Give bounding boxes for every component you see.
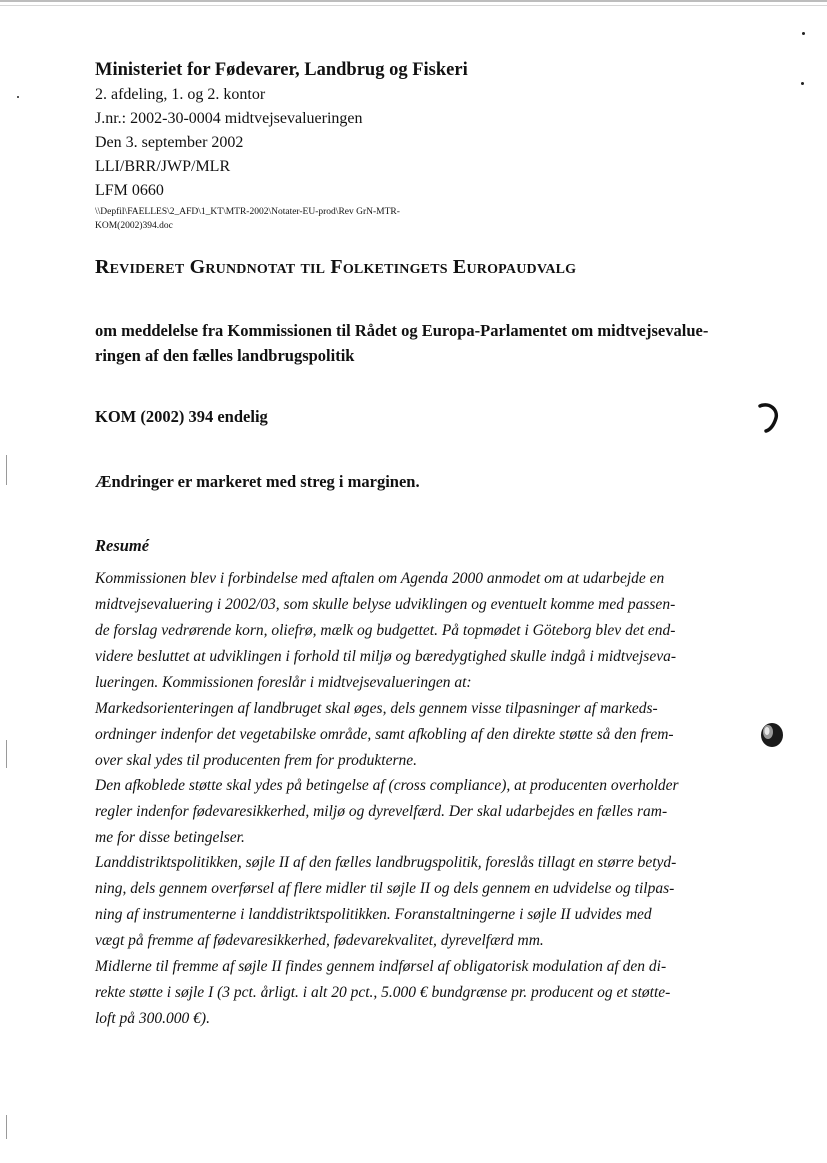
scan-top-edge-faint <box>0 5 827 6</box>
resume-paragraph-3 <box>95 773 735 851</box>
ministry-name: Ministeriet for Fødevarer, Landbrug og Fiskeri <box>95 60 468 80</box>
margin-mark <box>6 740 7 768</box>
scan-speck <box>17 96 19 98</box>
resume-paragraph-1 <box>95 566 735 696</box>
document-subject <box>95 318 735 368</box>
text-line: me for disse betingelser. <box>95 829 245 846</box>
text-line: Den afkoblede støtte skal ydes på betingelse af (cross compliance), at producenten overholder <box>95 777 679 794</box>
department: 2. afdeling, 1. og 2. kontor <box>95 86 266 103</box>
text-line: midtvejsevaluering i 2002/03, som skulle belyse udviklingen og eventuelt komme med passen- <box>95 596 676 613</box>
text-line: vægt på fremme af fødevaresikkerhed, fødevarekvalitet, dyrevelfærd mm. <box>95 932 544 949</box>
journal-number: J.nr.: 2002-30-0004 midtvejsevalueringen <box>95 110 363 127</box>
resume-paragraph-2 <box>95 696 735 774</box>
text-line: ning af instrumenterne i landdistriktspolitikken. Foranstaltningerne i søjle II udvides med <box>95 906 652 923</box>
text-line: lueringen. Kommissionen foreslår i midtvejsevalueringen at: <box>95 674 472 691</box>
resume-heading: Resumé <box>95 536 150 555</box>
text-line: ordninger indenfor det vegetabilske område, samt afkobling af den direkte støtte så den frem- <box>95 726 674 743</box>
text-line: videre besluttet at udviklingen i forhold til miljø og bæredygtighed skulle indgå i midtvejseva- <box>95 648 677 665</box>
subject-line: om meddelelse fra Kommissionen til Rådet og Europa-Parlamentet om midtvejsevalue- <box>95 321 709 340</box>
file-path-line2: KOM(2002)394.doc <box>95 221 173 231</box>
margin-mark <box>6 455 7 485</box>
text-line: rekte støtte i søjle I (3 pct. årligt. i alt 20 pct., 5.000 € bundgrænse pr. producent og et støtte- <box>95 984 671 1001</box>
subject-line: ringen af den fælles landbrugspolitik <box>95 346 355 365</box>
text-line: Landdistriktspolitikken, søjle II af den fælles landbrugspolitik, foreslås tillagt en større betyd- <box>95 854 677 871</box>
changes-note: Ændringer er markeret med streg i marginen. <box>95 472 420 491</box>
text-line: over skal ydes til producenten frem for produkterne. <box>95 752 417 769</box>
margin-mark <box>6 1115 7 1139</box>
text-line: ning, dels gennem overførsel af flere midler til søjle II og dels gennem en udvidelse og tilpas- <box>95 880 675 897</box>
text-line: de forslag vedrørende korn, oliefrø, mælk og budgettet. På topmødet i Göteborg blev det end- <box>95 622 676 639</box>
text-line: Markedsorienteringen af landbruget skal øges, dels gennem visse tilpasninger af markeds- <box>95 700 658 717</box>
scan-speck <box>801 82 804 85</box>
commission-reference: KOM (2002) 394 endelig <box>95 407 268 426</box>
scan-speck <box>802 32 805 35</box>
file-path-line1: \\Depfil\FAELLES\2_AFD\1_KT\MTR-2002\Notater-EU-prod\Rev GrN-MTR- <box>95 207 400 217</box>
scan-top-edge <box>0 0 827 2</box>
punch-hole-lower <box>758 720 786 750</box>
resume-paragraph-5 <box>95 954 735 1032</box>
text-line: regler indenfor fødevaresikkerhed, miljø og dyrevelfærd. Der skal udarbejdes en fælles ram- <box>95 803 668 820</box>
text-line: loft på 300.000 €). <box>95 1010 210 1027</box>
resume-paragraph-4 <box>95 850 735 954</box>
punch-hole-upper <box>756 400 782 434</box>
text-line: Kommissionen blev i forbindelse med aftalen om Agenda 2000 anmodet om at udarbejde en <box>95 570 665 587</box>
document-code: LFM 0660 <box>95 182 164 199</box>
text-line: Midlerne til fremme af søjle II findes gennem indførsel af obligatorisk modulation af den di- <box>95 958 667 975</box>
document-heading: Revideret Grundnotat til Folketingets Europaudvalg <box>95 256 577 278</box>
document-date: Den 3. september 2002 <box>95 134 244 151</box>
author-initials: LLI/BRR/JWP/MLR <box>95 158 231 175</box>
